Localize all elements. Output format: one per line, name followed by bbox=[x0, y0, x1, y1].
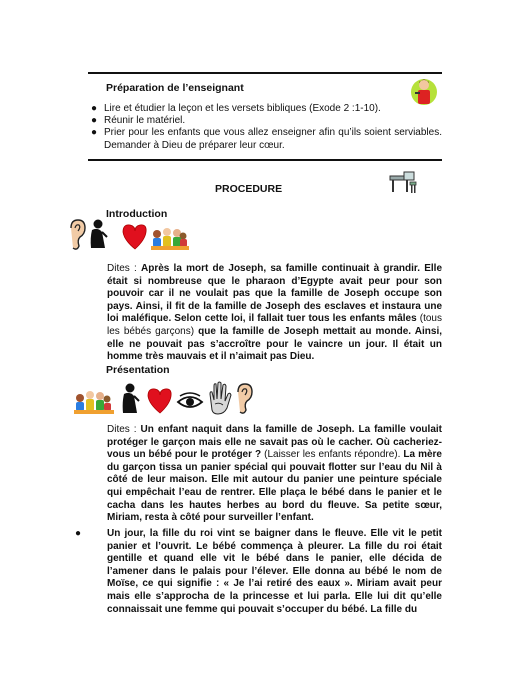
presentation-heading: Présentation bbox=[106, 364, 170, 376]
teacher-prep-heading: Préparation de l’enseignant bbox=[106, 82, 244, 94]
ear-icon bbox=[71, 220, 85, 249]
bullet-icon: ● bbox=[91, 127, 98, 138]
children-group-icon bbox=[151, 228, 189, 250]
list-item: ● Lire et étudier la leçon et les versets bibliques (Exode 2 :1-10). bbox=[91, 103, 381, 114]
presentation-text-2 bbox=[75, 528, 442, 616]
say-label: Dites : bbox=[107, 263, 141, 274]
top-rule bbox=[88, 72, 442, 74]
presentation-text-1 bbox=[107, 424, 442, 525]
desk-chair-icon bbox=[388, 170, 418, 196]
intro-bold-2: que la famille de Joseph mettait au monde. Ainsi, elle ne pouvait pas s’accroître pour le vaincre un jour. Il était un homme très mauvais et il n’aimait pas Dieu. bbox=[107, 325, 442, 363]
praying-child-icon bbox=[91, 220, 107, 249]
introduction-icon-row bbox=[65, 218, 190, 254]
children-group-icon bbox=[74, 391, 114, 414]
procedure-title: PROCEDURE bbox=[215, 183, 283, 195]
intro-bold-1: Après la mort de Joseph, sa famille continuait à grandir. Elle était si nombreuse que le pharaon d’Egypte avait peur pour son pouvoir car il ne voulait pas que la famille de Joseph occupe son pays. Ainsi, il fit de la famille de Joseph des esclaves et instaura une loi maléfique. Selon cette loi, il fallait tuer tous les enfants mâles bbox=[107, 263, 443, 325]
presentation-icon-row bbox=[72, 380, 262, 416]
pres-bold-b: La mère du garçon tissa un panier spécial qui pouvait flotter sur l’eau du Nil à côté de leur maison. Elle mit autour du panier une peinture spéciale qui empêchait l’eau de rentrer. Elle plaça le bébé dans le panier et le cacha dans les hautes herbes au bord du fleuve. Sa petite sœur, Miriam, resta à côté pour surveiller l’enfant. bbox=[107, 449, 442, 524]
heart-icon bbox=[148, 389, 171, 413]
list-item: ● Réunir le matériel. bbox=[91, 115, 186, 126]
bullet-icon: ● bbox=[91, 115, 98, 126]
introduction-heading: Introduction bbox=[106, 208, 168, 220]
praying-child-icon bbox=[123, 384, 139, 414]
intro-plain-1: (tous les bébés garçons) bbox=[107, 313, 442, 337]
ear-icon bbox=[238, 384, 252, 413]
pres-plain-b: (Laisser les enfants répondre). bbox=[261, 449, 401, 461]
hand-icon bbox=[210, 382, 231, 414]
say-label: Dites : bbox=[107, 424, 141, 435]
pres-paragraph-2: Un jour, la fille du roi vint se baigner dans le fleuve. Elle vit le petit panier et l’ouvrit. Le bébé commença à pleurer. La fille du roi était gentille et quand elle vit le bébé dans le panier, elle décida de l’amener dans le palais pour l’élever. Elle donna au bébé le nom de Moïse, ce qui signifie : « Je l’ai retiré des eaux ». Miriam avait peur mais elle s’approcha de la princesse et lui parla. Elle lui dit qu’elle connaissait une femme qui pouvait s’occuper du bébé. La fille du bbox=[107, 528, 442, 615]
bullet-icon: ● bbox=[91, 103, 98, 114]
pres-bold-a: Un enfant naquit dans la famille de Joseph. La famille voulait protéger le garçon mais elle ne savait pas où le cacher. Où cacheriez-vous un bébé pour le protéger ? bbox=[107, 424, 442, 461]
introduction-text bbox=[107, 263, 442, 364]
heart-icon bbox=[123, 225, 146, 249]
middle-rule bbox=[88, 159, 442, 161]
list-item: ● Prier pour les enfants que vous allez enseigner afin qu’ils soient serviables. Demander à Dieu de préparer leur cœur. bbox=[91, 127, 442, 151]
bullet-icon: ● bbox=[75, 528, 82, 539]
eye-icon bbox=[178, 393, 202, 407]
